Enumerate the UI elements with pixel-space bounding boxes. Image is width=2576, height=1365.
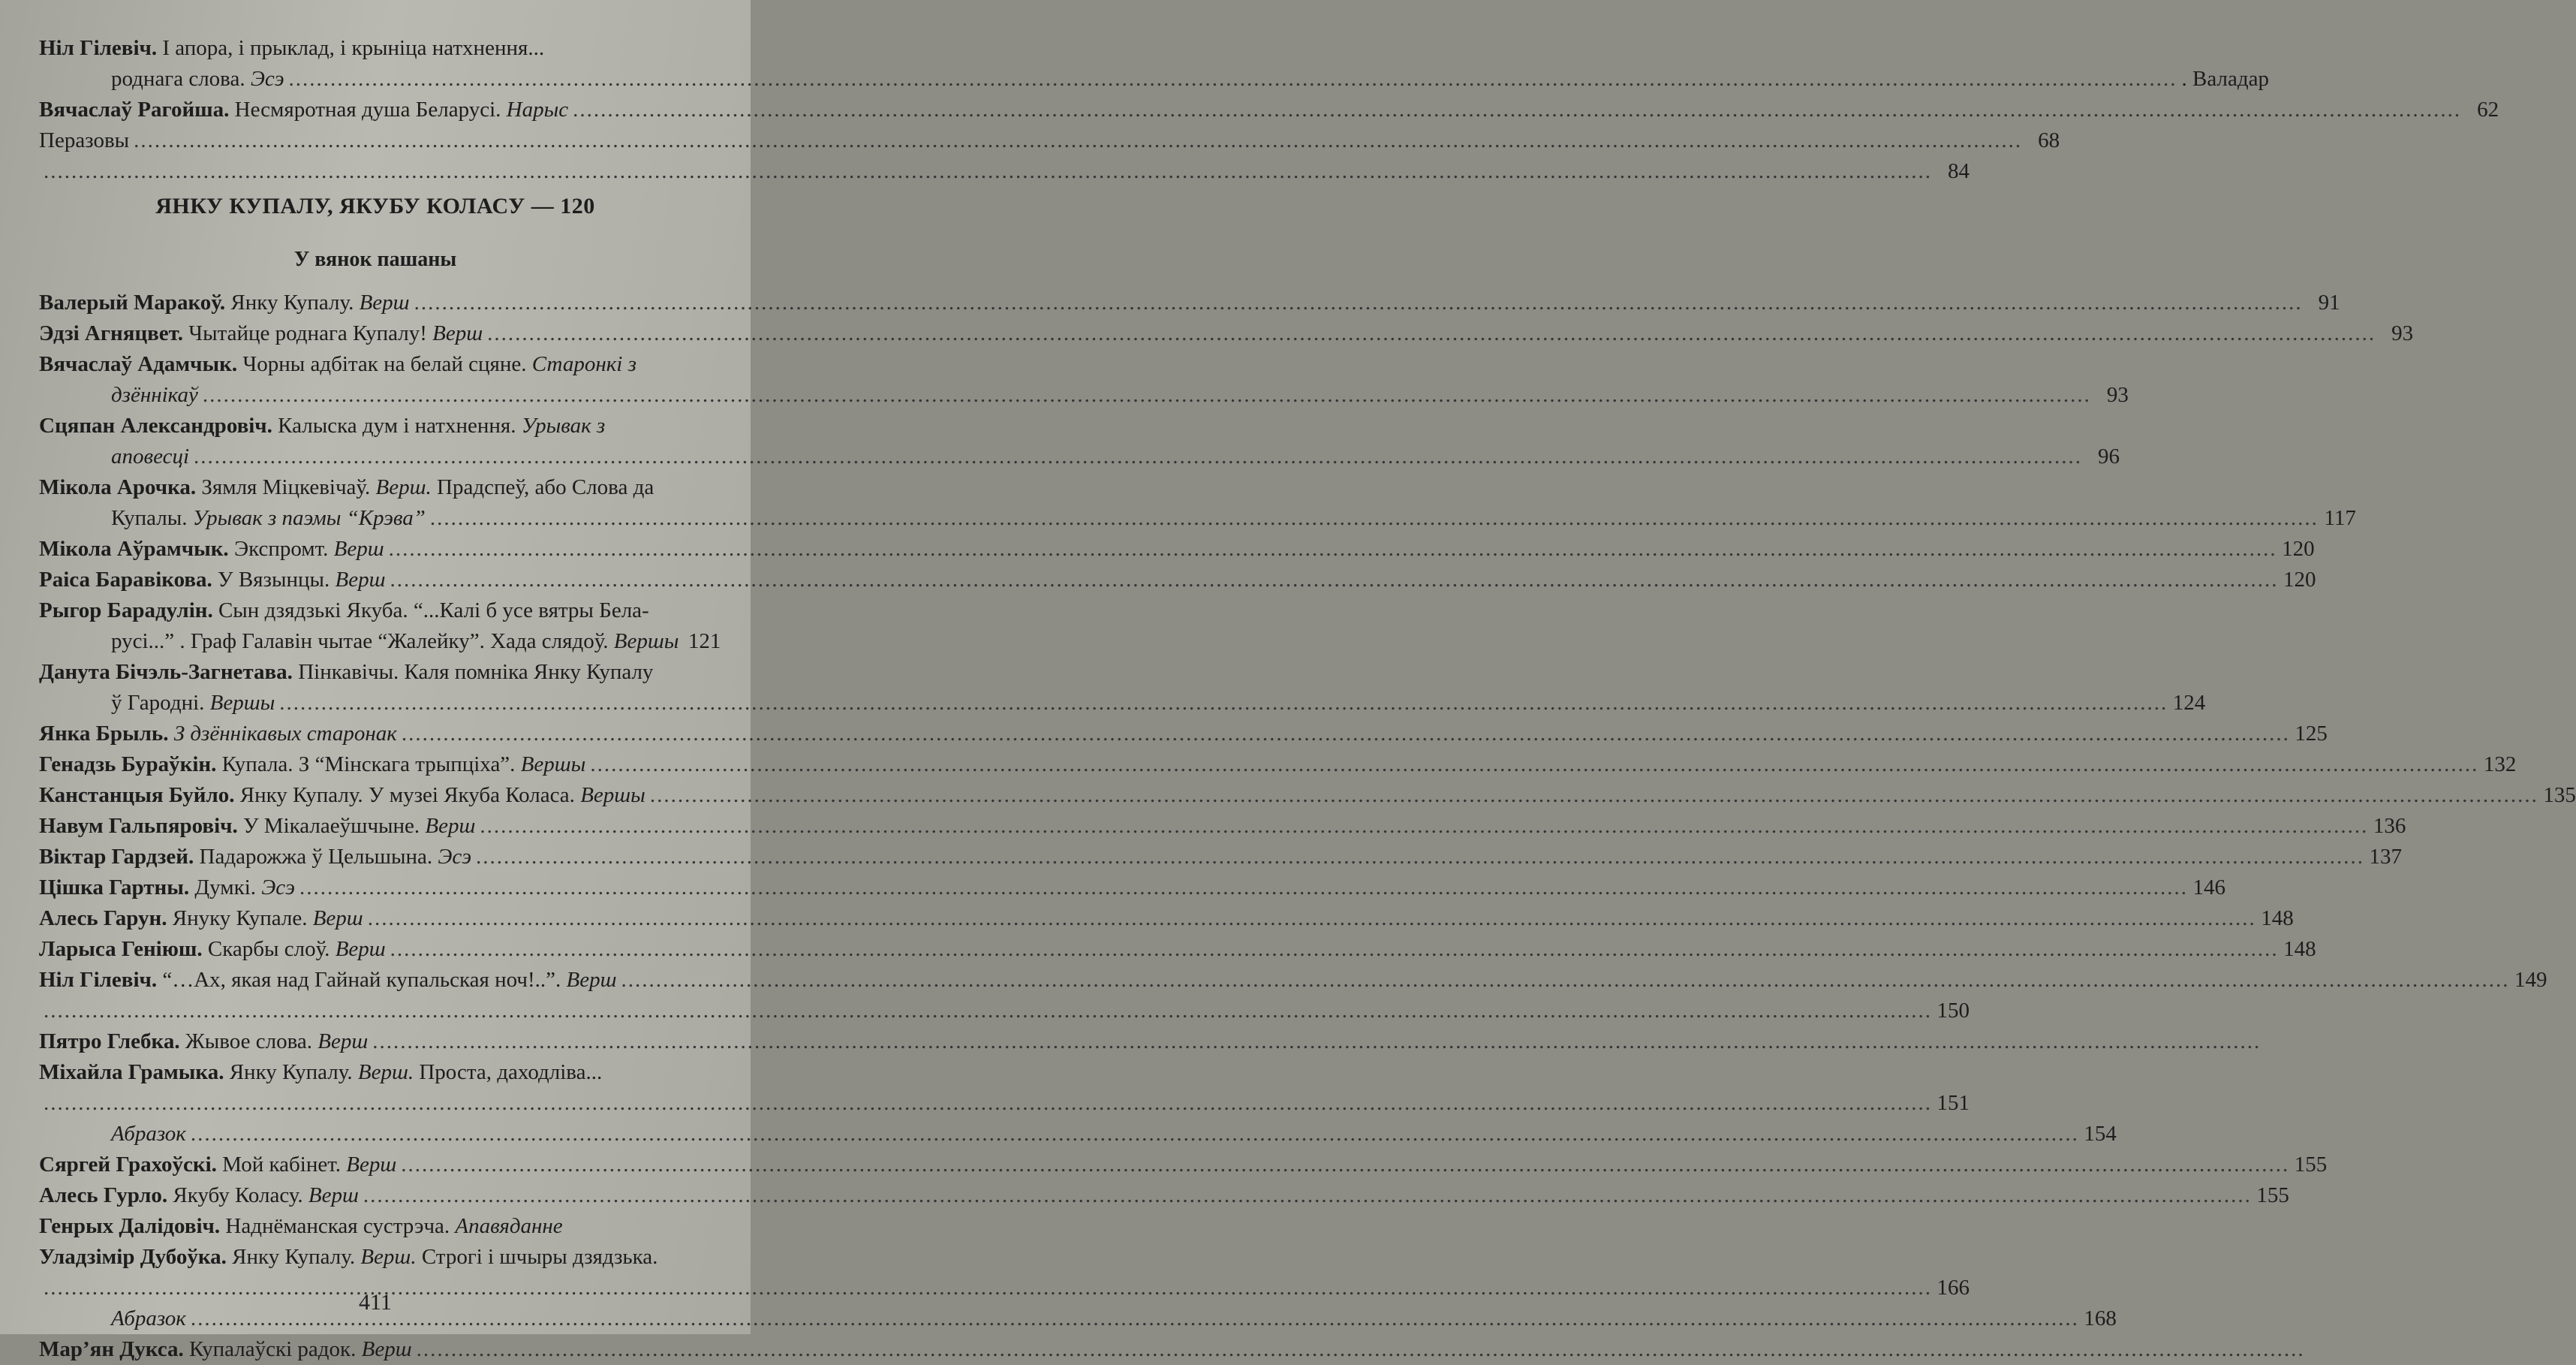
work-title: Янку Купалу. У музеі Якуба Коласа.: [234, 783, 581, 807]
author-name: Міхайла Грамыка.: [39, 1060, 224, 1084]
toc-entry: [39, 780, 2576, 811]
toc-entry: [39, 125, 2060, 187]
toc-entry: [39, 595, 721, 657]
toc-line-text: [39, 780, 646, 811]
toc-line-text: [39, 749, 585, 780]
genre-label: Верш: [335, 937, 386, 961]
genre-label: Верш: [566, 968, 617, 992]
dot-leader: [487, 318, 2376, 349]
toc-top-entries: [39, 33, 2499, 187]
page-reference: 62: [2477, 98, 2499, 122]
toc-line: [39, 811, 2406, 842]
toc-entry: [39, 33, 2269, 95]
page-reference: 154: [2084, 1122, 2117, 1146]
work-title: У Мікалаеўшчыне.: [237, 814, 426, 838]
author-name: Мікола Аўрамчык.: [39, 537, 229, 561]
toc-line: [39, 1334, 715, 1365]
genre-label: Верш: [333, 537, 384, 561]
toc-main-entries: [39, 288, 2576, 1365]
genre-label: Абразок: [111, 1306, 186, 1330]
genre-label: Верш: [346, 1153, 397, 1177]
genre-label: Вершы: [209, 691, 275, 715]
toc-line: [39, 780, 2576, 811]
work-title: Сын дзядзькі Якуба. “...Калі б усе вятры Бела-: [212, 598, 649, 622]
section-title: ЯНКУ КУПАЛУ, ЯКУБУ КОЛАСУ — 120: [155, 194, 595, 218]
toc-entry: [39, 811, 2406, 842]
toc-line: [39, 1180, 2289, 1211]
author-name: Генрых Далідовіч.: [39, 1214, 221, 1238]
page-reference: 155: [2256, 1183, 2289, 1207]
author-name: Уладзімір Дубоўка.: [39, 1245, 227, 1269]
page-reference: 84: [1948, 159, 1970, 183]
toc-line-text: [39, 842, 471, 872]
dot-leader: [194, 441, 2082, 472]
toc-line-text: [39, 565, 385, 595]
toc-line: [39, 534, 2315, 565]
toc-line: [39, 64, 2269, 95]
page-reference: 148: [2261, 906, 2294, 930]
dot-leader: [401, 1150, 2289, 1180]
page-number: 411: [359, 1290, 392, 1315]
work-title: І апора, і прыклад, і крыніца натхнення...: [157, 36, 545, 60]
author-name: Раіса Баравікова.: [39, 568, 212, 592]
toc-line-text: [39, 1211, 563, 1242]
author-name: Ніл Гілевіч.: [39, 968, 158, 992]
dot-leader: [573, 95, 2461, 125]
toc-line: [39, 156, 1970, 187]
toc-entry: [39, 288, 2340, 318]
page-reference: 137: [2369, 845, 2403, 869]
toc-entry: [39, 1150, 2328, 1180]
toc-entry: [39, 534, 2315, 565]
toc-entry: [39, 719, 2328, 749]
toc-entry: [39, 996, 1970, 1026]
toc-line: [39, 688, 2206, 719]
toc-line-text: [39, 719, 397, 749]
toc-line: [39, 472, 715, 503]
genre-label: Верш: [335, 568, 386, 592]
toc-entry: [39, 349, 2129, 411]
page-reference: 125: [2295, 722, 2328, 746]
genre-label: Старонкі з: [531, 352, 636, 376]
toc-line: [39, 1057, 715, 1088]
dot-leader: [590, 749, 2478, 780]
work-title: Думкі.: [189, 875, 262, 899]
toc-line-text: [39, 1026, 368, 1057]
author-name: Пятро Глебка.: [39, 1029, 180, 1053]
toc-line-text: [39, 95, 568, 125]
dot-leader: [191, 1119, 2079, 1150]
author-name: Мар’ян Дукса.: [39, 1337, 184, 1361]
work-title: Янку Купалу.: [225, 291, 360, 315]
work-title: “…Ах, якая над Гайнай купальская ноч!..”.: [157, 968, 567, 992]
page-reference: 132: [2483, 752, 2517, 776]
author-name: Данута Бічэль-Загнетава.: [39, 660, 293, 684]
toc-line-text: [111, 1119, 186, 1150]
toc-line-text: [39, 903, 363, 934]
toc-line: [39, 903, 2294, 934]
toc-line: [39, 872, 2225, 903]
page-reference: 121: [688, 629, 721, 653]
toc-line: [39, 1119, 2117, 1150]
author-name: Цішка Гартны.: [39, 875, 190, 899]
page-reference: 168: [2084, 1306, 2117, 1330]
author-name: Мікола Арочка.: [39, 475, 197, 499]
toc-line-text: [39, 349, 636, 380]
author-name: Віктар Гардзей.: [39, 845, 194, 869]
work-title: Януку Купале.: [167, 906, 313, 930]
author-name: Сяргей Грахоўскі.: [39, 1153, 217, 1177]
page-reference: 155: [2294, 1153, 2328, 1177]
toc-line-text: [39, 657, 653, 688]
page-reference: 93: [2391, 321, 2414, 345]
dot-leader: [289, 64, 2177, 95]
page-reference: 120: [2283, 568, 2316, 592]
toc-line-text: [39, 288, 410, 318]
toc-entry: [39, 318, 2414, 349]
author-name: Навум Гальпяровіч.: [39, 814, 238, 838]
genre-label: Абразок: [111, 1122, 186, 1146]
dot-leader: [134, 125, 2022, 156]
toc-entry: [39, 1211, 715, 1242]
work-title: Скарбы слоў.: [202, 937, 336, 961]
toc-entry: [39, 1242, 2117, 1334]
dot-leader: [44, 1088, 1932, 1119]
toc-line-text: [39, 872, 295, 903]
toc-entry: [39, 472, 2356, 534]
toc-line: [39, 95, 2499, 125]
work-title: Зямля Міцкевічаў.: [196, 475, 376, 499]
work-title: Падарожжа ў Цельшына.: [194, 845, 438, 869]
toc-line: [39, 1150, 2328, 1180]
toc-entry: [39, 872, 2225, 903]
genre-label: Верш: [312, 906, 363, 930]
genre-label: Верш: [359, 291, 410, 315]
toc-entry: [39, 1026, 715, 1057]
genre-label: Эсэ: [438, 845, 472, 869]
page-reference: 150: [1937, 999, 1970, 1023]
work-title: Проста, даходліва...: [414, 1060, 603, 1084]
genre-label: Верш.: [375, 475, 432, 499]
dot-leader: [414, 288, 2303, 318]
toc-line: [39, 1088, 1970, 1119]
work-title: Купала. З “Мінскага трыпціха”.: [216, 752, 521, 776]
toc-line-text: [39, 318, 483, 349]
toc-line-text: [39, 1057, 602, 1088]
work-title: Перазовы: [39, 128, 130, 152]
dot-leader: [650, 780, 2538, 811]
genre-label: Эсэ: [261, 875, 295, 899]
genre-label: дзённікаў: [111, 383, 198, 407]
dot-leader: [480, 811, 2368, 842]
author-name: Сцяпан Александровіч.: [39, 414, 272, 438]
author-name: Ніл Гілевіч.: [39, 36, 158, 60]
author-name: Канстанцыя Буйло.: [39, 783, 235, 807]
page-reference: 68: [2038, 128, 2060, 152]
author-name: Янка Брыль.: [39, 722, 169, 746]
genre-label: Верш: [308, 1183, 359, 1207]
page-reference: 166: [1937, 1276, 1970, 1300]
toc-line: [39, 626, 721, 657]
page-reference: 93: [2106, 383, 2129, 407]
toc-line: [39, 719, 2328, 749]
genre-label: Верш: [432, 321, 483, 345]
toc-line-text: [39, 33, 544, 64]
work-title: Янку Купалу.: [226, 1245, 361, 1269]
toc-line: [39, 1242, 715, 1273]
work-title: Купалаўскі радок.: [183, 1337, 362, 1361]
toc-line: [39, 349, 715, 380]
dot-leader: [279, 688, 2168, 719]
page-reference: 146: [2192, 875, 2225, 899]
toc-line: [39, 565, 2316, 595]
toc-line-text: [111, 503, 426, 534]
toc-line-text: [39, 1180, 359, 1211]
toc-line: [39, 1211, 715, 1242]
work-title: Прадспеў, або Слова да: [431, 475, 655, 499]
dot-leader: [372, 1026, 2261, 1057]
genre-label: Вершы: [520, 752, 586, 776]
work-title: Экспромт.: [228, 537, 334, 561]
dot-leader: [430, 503, 2319, 534]
toc-line-text: [39, 1242, 658, 1273]
toc-entry: [39, 842, 2403, 872]
toc-line-text: [39, 1150, 396, 1180]
dot-leader: [390, 565, 2278, 595]
dot-leader: [417, 1334, 2305, 1365]
toc-entry: [39, 749, 2517, 780]
work-title: Калыска дум і натхнення.: [272, 414, 522, 438]
page-reference: 117: [2324, 506, 2356, 530]
genre-label: Урывак з: [521, 414, 606, 438]
work-title: У Вязынцы.: [212, 568, 336, 592]
toc-line: [39, 33, 715, 64]
author-name: Рыгор Барадулін.: [39, 598, 213, 622]
toc-entry: [39, 1057, 2117, 1150]
toc-line: [39, 996, 1970, 1026]
toc-entry: [39, 657, 2206, 719]
toc-line: [39, 1026, 715, 1057]
page-reference: 91: [2318, 291, 2340, 315]
toc-line-text: [111, 64, 284, 95]
genre-label: З дзённікавых старонак: [173, 722, 397, 746]
toc-line: [39, 595, 715, 626]
toc-line-text: [39, 534, 384, 565]
dot-leader: [389, 534, 2277, 565]
toc-line: [39, 288, 2340, 318]
dot-leader: [299, 872, 2188, 903]
toc-line: [39, 411, 715, 441]
dot-leader: [203, 380, 2091, 411]
work-title: [168, 722, 173, 746]
toc-entry: [39, 903, 2294, 934]
toc-line-text: [39, 411, 605, 441]
work-title: Пінкавічы. Каля помніка Янку Купалу: [292, 660, 654, 684]
work-title: Строгі і шчыры дзядзька.: [416, 1245, 658, 1269]
toc-line-text: [39, 811, 475, 842]
toc-line-text: [39, 125, 129, 156]
toc-entry: [39, 1334, 715, 1365]
dot-leader: [476, 842, 2364, 872]
genre-label: Верш.: [360, 1245, 417, 1269]
toc-line-text: [39, 472, 654, 503]
toc-line: [39, 318, 2414, 349]
genre-label: Верш: [317, 1029, 369, 1053]
toc-line-text: [39, 1334, 412, 1365]
toc-line: [39, 842, 2403, 872]
work-title: Купалы.: [111, 506, 193, 530]
page-reference: 96: [2098, 444, 2120, 469]
toc-line-text: [111, 380, 198, 411]
author-name: Эдзі Агняцвет.: [39, 321, 183, 345]
genre-label: Апавяданне: [455, 1214, 563, 1238]
work-title: русі...” . Граф Галавін чытае “Жалейку”. Хада слядоў.: [111, 629, 614, 653]
page-reference: 148: [2283, 937, 2316, 961]
toc-entry: [39, 565, 2316, 595]
toc-line-text: [111, 441, 189, 472]
work-title: Чорны адбітак на белай сцяне.: [237, 352, 532, 376]
genre-label: Урывак з паэмы “Крэва”: [192, 506, 426, 530]
dot-leader: [363, 1180, 2252, 1211]
genre-label: Вершы: [580, 783, 646, 807]
author-name: Алесь Гурло.: [39, 1183, 168, 1207]
dot-leader: [621, 965, 2510, 996]
author-name: Вячаслаў Адамчык.: [39, 352, 238, 376]
author-name: Ларыса Геніюш.: [39, 937, 203, 961]
toc-entry: [39, 411, 2120, 472]
work-title: Чытайце роднага Купалу!: [183, 321, 433, 345]
author-name: Вячаслаў Рагойша.: [39, 98, 230, 122]
toc-line: [39, 934, 2316, 965]
page-reference: 151: [1937, 1091, 1970, 1115]
toc-entry: [39, 95, 2499, 125]
work-title: Несмяротная душа Беларусі.: [229, 98, 507, 122]
section-subtitle: У вянок пашаны: [293, 248, 457, 271]
page-reference: 120: [2282, 537, 2315, 561]
genre-label: Верш: [361, 1337, 412, 1361]
toc-line-text: [111, 688, 275, 719]
author-name: Алесь Гарун.: [39, 906, 167, 930]
toc-entry: [39, 1180, 2289, 1211]
page-reference: 124: [2172, 691, 2206, 715]
work-title: роднага слова.: [111, 67, 251, 91]
dot-leader: [368, 903, 2256, 934]
genre-label: Эсэ: [250, 67, 284, 91]
dot-leader: [390, 934, 2279, 965]
genre-label: Вершы: [613, 629, 679, 653]
toc-line-text: [111, 626, 679, 657]
work-title: Наднёманская сустрэча.: [220, 1214, 456, 1238]
page-reference: 136: [2373, 814, 2406, 838]
toc-line-text: [39, 934, 386, 965]
toc-line-text: [39, 965, 617, 996]
author-name: Валерый Маракоў.: [39, 291, 226, 315]
work-title: Жывое слова.: [179, 1029, 318, 1053]
toc-entry: [39, 934, 2316, 965]
genre-label: Нарыс: [506, 98, 569, 122]
work-title: ў Гародні.: [111, 691, 210, 715]
toc-line: [39, 380, 2129, 411]
dot-leader: [44, 996, 1932, 1026]
page-reference: 135: [2543, 783, 2576, 807]
toc-line: [39, 441, 2120, 472]
genre-label: Верш: [425, 814, 476, 838]
toc-line-text: [39, 595, 649, 626]
genre-label: Верш.: [357, 1060, 414, 1084]
toc-line: [39, 125, 2060, 156]
page-reference: 149: [2514, 968, 2547, 992]
dot-leader: [402, 719, 2290, 749]
page-reference: . Валадар: [2181, 67, 2269, 91]
work-title: Янку Купалу.: [224, 1060, 358, 1084]
toc-line: [39, 965, 2547, 996]
toc-line: [39, 657, 715, 688]
genre-label: аповесці: [111, 444, 190, 469]
work-title: Мой кабінет.: [216, 1153, 347, 1177]
toc-entry: [39, 965, 2547, 996]
author-name: Генадзь Бураўкін.: [39, 752, 217, 776]
dot-leader: [44, 156, 1932, 187]
work-title: Якубу Коласу.: [167, 1183, 308, 1207]
toc-line: [39, 749, 2517, 780]
toc-line: [39, 503, 2356, 534]
